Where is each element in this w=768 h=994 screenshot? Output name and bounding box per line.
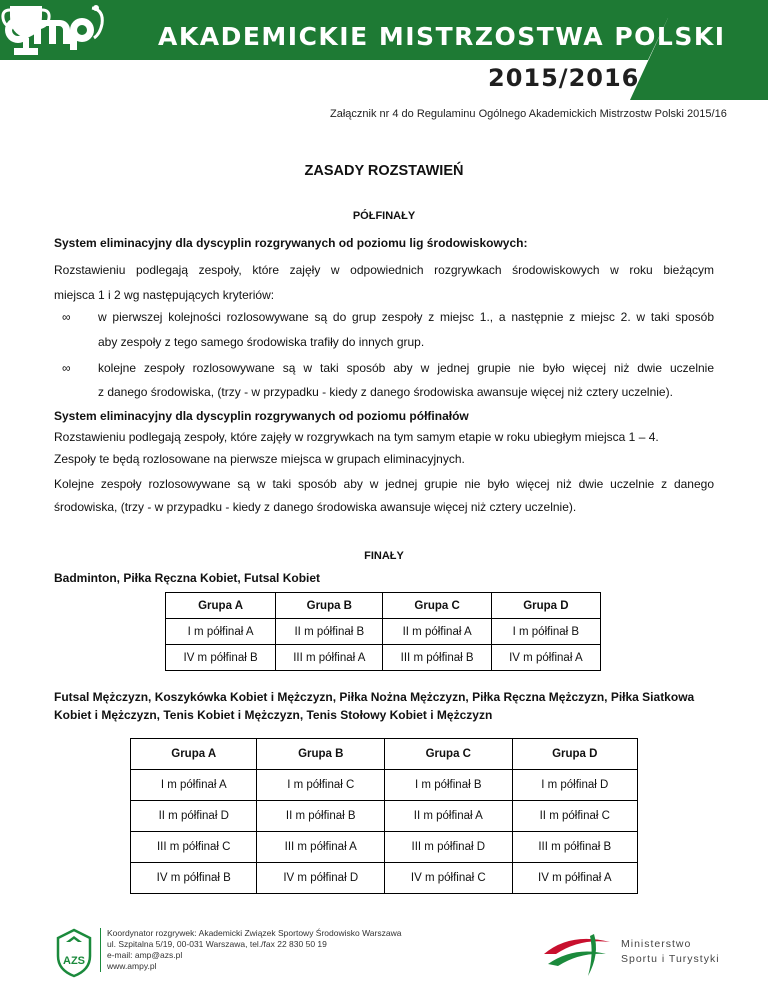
table1-caption: Badminton, Piłka Ręczna Kobiet, Futsal Kobiet xyxy=(54,571,321,585)
ministry-logo-icon xyxy=(540,924,612,980)
table-cell: IV m półfinał B xyxy=(131,863,257,894)
table-cell: II m półfinał D xyxy=(131,801,257,832)
table-cell: III m półfinał C xyxy=(131,832,257,863)
table-cell: I m półfinał A xyxy=(166,619,276,645)
table-cell: II m półfinał C xyxy=(512,801,637,832)
table-cell: IV m półfinał D xyxy=(257,863,385,894)
table-cell: I m półfinał C xyxy=(257,770,385,801)
footer-line-3: e-mail: amp@azs.pl xyxy=(107,950,183,960)
table-row xyxy=(166,645,601,671)
semifinals-heading: PÓŁFINAŁY xyxy=(352,210,416,222)
table-header-cell: Grupa D xyxy=(491,593,600,619)
finals-table-1 xyxy=(165,592,601,671)
paragraph-3-line-2: środowiska, (trzy - w przypadku - kiedy z danego środowiska awansuje więcej niż cztery uczelnie). xyxy=(54,500,577,514)
azs-logo-text: AZS xyxy=(63,955,85,967)
finals-heading: FINAŁY xyxy=(364,550,404,562)
attachment-note: Załącznik nr 4 do Regulaminu Ogólnego Akademickich Mistrzostw Polski 2015/16 xyxy=(330,108,727,120)
table-cell: II m półfinał A xyxy=(385,801,513,832)
table-cell: III m półfinał B xyxy=(512,832,637,863)
table-header-cell: Grupa C xyxy=(385,739,513,770)
trophy-icon xyxy=(0,0,52,60)
banner-year: 2015/2016 xyxy=(488,64,640,92)
footer-line-4: www.ampy.pl xyxy=(107,961,157,971)
ministry-line-2: Sportu i Turystyki xyxy=(621,953,720,965)
table-row xyxy=(131,832,638,863)
bullet-marker-1: ∞ xyxy=(62,310,71,324)
intro-line-2: miejsca 1 i 2 wg następujących kryteriów: xyxy=(54,288,275,302)
bullet1-line-2: aby zespoły z tego samego środowiska trafiły do innych grup. xyxy=(98,335,425,349)
finals-table-2 xyxy=(130,738,638,894)
table-cell: IV m półfinał A xyxy=(512,863,637,894)
table-cell: III m półfinał B xyxy=(383,645,491,671)
footer-line-1: Koordynator rozgrywek: Akademicki Związek Sportowy Środowisko Warszawa xyxy=(107,928,402,938)
ministry-line-1: Ministerstwo xyxy=(621,938,692,950)
table-row xyxy=(131,770,638,801)
paragraph-1: Rozstawieniu podlegają zespoły, które zajęły w rozgrywkach na tym samym etapie w roku ubiegłym miejsca 1 – 4. xyxy=(54,430,659,444)
table-cell: III m półfinał A xyxy=(276,645,383,671)
table-row xyxy=(166,619,601,645)
footer-divider xyxy=(100,928,101,972)
table-header-cell: Grupa D xyxy=(512,739,637,770)
table-cell: IV m półfinał A xyxy=(491,645,600,671)
system1-title: System eliminacyjny dla dyscyplin rozgrywanych od poziomu lig środowiskowych: xyxy=(54,236,528,250)
header-banner xyxy=(0,0,768,100)
table-header-cell: Grupa A xyxy=(166,593,276,619)
banner-title: AKADEMICKIE MISTRZOSTWA POLSKI xyxy=(158,22,726,51)
table-cell: III m półfinał A xyxy=(257,832,385,863)
table-row xyxy=(131,863,638,894)
table-header-cell: Grupa B xyxy=(257,739,385,770)
table2-caption-line-1: Futsal Mężczyzn, Koszykówka Kobiet i Mężczyzn, Piłka Nożna Mężczyzn, Piłka Ręczna Mężczyzn, Piłka Siatkowa xyxy=(54,690,695,704)
table-cell: II m półfinał B xyxy=(257,801,385,832)
table-header-cell: Grupa C xyxy=(383,593,491,619)
table-cell: III m półfinał D xyxy=(385,832,513,863)
bullet2-line-1: kolejne zespoły rozlosowywane są w taki sposób aby w jednej grupie nie było więcej niż dwie uczelnie xyxy=(98,361,714,375)
table-header-cell: Grupa A xyxy=(131,739,257,770)
table-cell: IV m półfinał B xyxy=(166,645,276,671)
table-header-row xyxy=(166,593,601,619)
bullet-marker-2: ∞ xyxy=(62,361,71,375)
intro-line-1: Rozstawieniu podlegają zespoły, które zajęły w odpowiednich rozgrywkach środowiskowych w roku bieżącym xyxy=(54,263,714,277)
bullet2-line-2: z danego środowiska, (trzy - w przypadku - kiedy z danego środowiska awansuje więcej niż cztery uczelnie). xyxy=(98,385,673,399)
table-cell: IV m półfinał C xyxy=(385,863,513,894)
table-row xyxy=(131,801,638,832)
paragraph-3-line-1: Kolejne zespoły rozlosowywane są w taki sposób aby w jednej grupie nie było więcej niż dwie uczelnie z danego xyxy=(54,477,714,491)
system2-title: System eliminacyjny dla dyscyplin rozgrywanych od poziomu półfinałów xyxy=(54,409,469,423)
footer-line-2: ul. Szpitalna 5/19, 00-031 Warszawa, tel./fax 22 830 50 19 xyxy=(107,939,327,949)
table-header-row xyxy=(131,739,638,770)
page-title: ZASADY ROZSTAWIEŃ xyxy=(304,163,464,179)
azs-logo-icon xyxy=(54,928,94,978)
table2-caption-line-2: Kobiet i Mężczyzn, Tenis Kobiet i Mężczyzn, Tenis Stołowy Kobiet i Mężczyzn xyxy=(54,708,493,722)
table-cell: I m półfinał D xyxy=(512,770,637,801)
bullet1-line-1: w pierwszej kolejności rozlosowywane są do grup zespoły z miejsc 1., a następnie z miejsc 2. w taki sposób xyxy=(98,310,714,324)
table-cell: II m półfinał A xyxy=(383,619,491,645)
table-cell: I m półfinał B xyxy=(385,770,513,801)
table-header-cell: Grupa B xyxy=(276,593,383,619)
table-cell: I m półfinał A xyxy=(131,770,257,801)
table-cell: I m półfinał B xyxy=(491,619,600,645)
paragraph-2: Zespoły te będą rozlosowane na pierwsze miejsca w grupach eliminacyjnych. xyxy=(54,452,465,466)
table-cell: II m półfinał B xyxy=(276,619,383,645)
